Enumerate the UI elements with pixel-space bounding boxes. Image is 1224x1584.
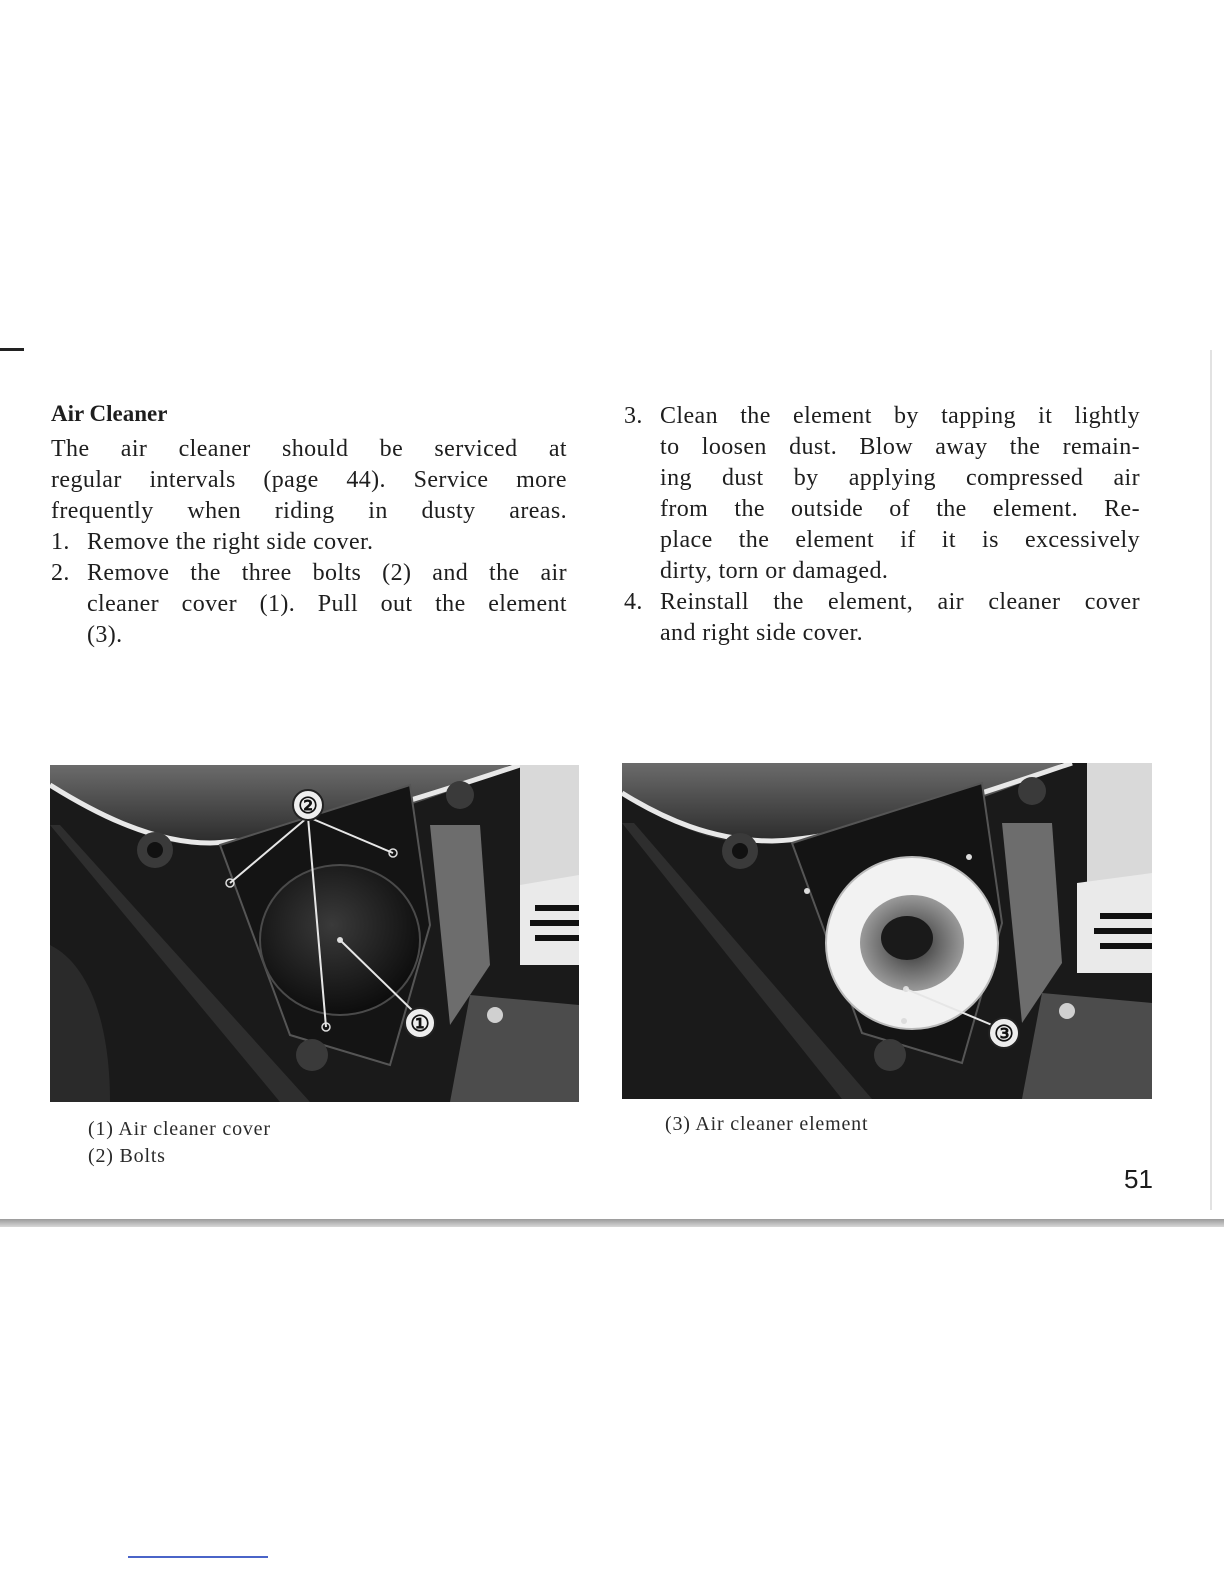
figure-caption-left [88,1116,271,1170]
intro-line: The air cleaner should be serviced at [51,436,567,462]
steps-list-right [624,401,1140,649]
figure-caption-right [665,1111,868,1138]
page-edge-mark [0,348,24,351]
photo-illustration-right [622,763,1152,1099]
step-number: 1. [51,529,70,555]
step-item [51,558,567,651]
photo-air-cleaner-cover [50,765,579,1102]
step-line: (3). [87,622,123,648]
right-column [624,401,1140,649]
step-line: and right side cover. [660,620,864,646]
section-heading: Air Cleaner [51,401,168,426]
step-item [624,587,1140,649]
step-line: place the element if it is excessively [660,527,1140,553]
step-line: to loosen dust. Blow away the remain- [660,434,1140,460]
caption-line: (2) Bolts [88,1145,166,1167]
step-line: Clean the element by tapping it lightly [660,403,1140,429]
photo-illustration-left [50,765,579,1102]
scan-artifact-line [128,1556,268,1558]
page-right-edge [1210,350,1212,1210]
step-line: ing dust by applying compressed air [660,465,1140,491]
step-line: dirty, torn or damaged. [660,558,889,584]
photo-air-cleaner-element [622,763,1152,1099]
callout-3-label: ③ [994,1021,1014,1046]
steps-list-left [51,527,567,651]
intro-paragraph [51,434,567,527]
caption-line: (3) Air cleaner element [665,1113,869,1135]
callout-2-label: ② [298,793,318,818]
step-line: Reinstall the element, air cleaner cover [660,589,1140,615]
step-line: Remove the three bolts (2) and the air [87,560,567,586]
step-line: Remove the right side cover. [87,529,374,555]
step-item [51,527,567,558]
step-line: cleaner cover (1). Pull out the element [87,591,567,617]
step-number: 2. [51,560,70,586]
intro-line: regular intervals (page 44). Service more [51,467,567,493]
step-number: 4. [624,589,643,615]
page-number: 51 [1124,1164,1153,1194]
intro-line: frequently when riding in dusty areas. [51,498,567,524]
callout-1-label: ① [410,1011,430,1036]
caption-line: (1) Air cleaner cover [88,1118,271,1140]
step-number: 3. [624,403,643,429]
page-bottom-edge [0,1219,1224,1227]
left-column [51,398,567,651]
step-item [624,401,1140,587]
step-line: from the outside of the element. Re- [660,496,1140,522]
